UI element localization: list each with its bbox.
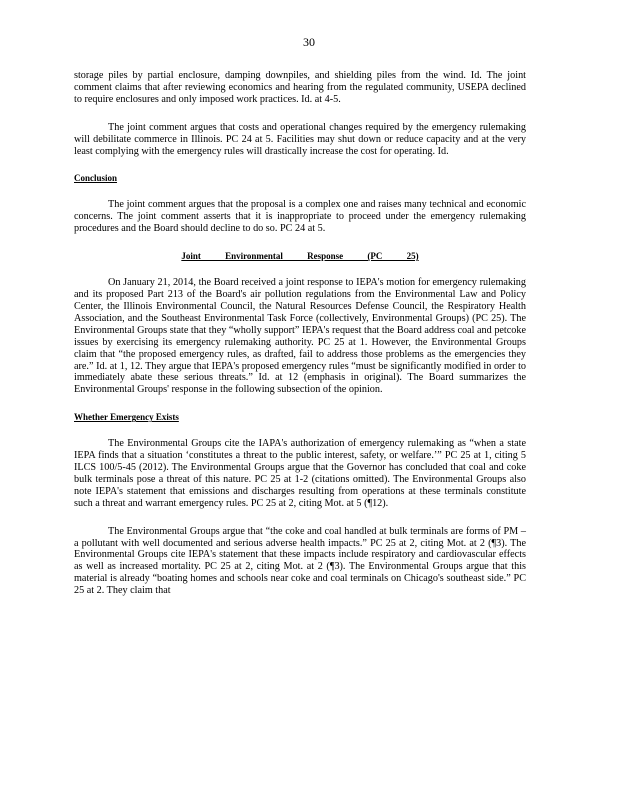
conclusion-heading: Conclusion [74, 173, 118, 184]
paragraph-joint-response: On January 21, 2014, the Board received a joint response to IEPA's motion for emergency rulemaking and its proposed Part 213 of the Board's air pollution regulations from the Environmental Law and Policy Center, the Illinois Environmental Council, the Natural Resources Defense Council, the Respiratory Health Association, and the Southeast Environmental Task Force (collectively, Environmental Groups) (PC 25). The Environmental Groups state that they “wholly support” IEPA's request that the Board address coal and petcoke issues by exercising its emergency rulemaking authority. PC 25 at 1. However, the Environmental Groups claim that “the proposed emergency rules, as drafted, fail to address those problems as the emergencies they are.” Id. at 1, 12. They argue that IEPA's proposed emergency rules “must be significantly modified in order to immediately abate these serious threats.” Id. at 12 (emphasis in original). The Board summarizes the Environmental Groups' response in the following subsection of the opinion. [74, 277, 526, 396]
document-body [74, 70, 526, 613]
paragraph-pm-pollutant: The Environmental Groups argue that “the coke and coal handled at bulk terminals are forms of PM – a pollutant with well documented and serious adverse health impacts.” PC 25 at 2, citing Mot. at 2 (¶3). The Environmental Groups cite IEPA's statement that these impacts include respiratory and cardiovascular effects as well as increased mortality. PC 25 at 2, citing Mot. at 2 (¶3). The Environmental Groups argue that this material is already “boating homes and schools near coke and coal terminals on Chicago's southeast side.” PC 25 at 2. They claim that [74, 525, 526, 597]
page-number: 30 [303, 35, 315, 49]
joint-environmental-heading: Joint Environmental Response (PC 25) [181, 251, 419, 262]
paragraph-storage-piles: storage piles by partial enclosure, damping downpiles, and shielding piles from the wind. Id. The joint comment claims that after reviewing economics and hearing from the regulated community, USEPA declined to require enclosures and only imposed work practices. Id. at 4-5. [74, 70, 526, 105]
whether-emergency-heading: Whether Emergency Exists [74, 412, 179, 423]
paragraph-costs: The joint comment argues that costs and operational changes required by the emergency rulemaking will debilitate commerce in Illinois. PC 24 at 5. Facilities may shut down or reduce capacity and at the very least complying with the emergency rules will drastically increase the cost for operating. Id. [74, 121, 526, 157]
paragraph-conclusion: The joint comment argues that the proposal is a complex one and raises many technical and economic concerns. The joint comment asserts that it is inappropriate to proceed under the emergency rulemaking procedures and the Board should decline to do so. PC 24 at 5. [74, 199, 526, 235]
paragraph-iapa-authorization: The Environmental Groups cite the IAPA's authorization of emergency rulemaking as “when a state IEPA finds that a situation ‘constitutes a threat to the public interest, safety, or welfare.’” PC 25 at 1, citing 5 ILCS 100/5-45 (2012). The Environmental Groups argue that the Governor has concluded that coal and coke bulk terminals pose a threat of this nature. PC 25 at 1-2 (citations omitted). The Environmental Groups also note IEPA's statement that emissions and discharges resulting from operations at these terminals constitute such a threat and warrant emergency rules. PC 25 at 2, citing Mot. at 5 (¶12). [74, 438, 526, 509]
